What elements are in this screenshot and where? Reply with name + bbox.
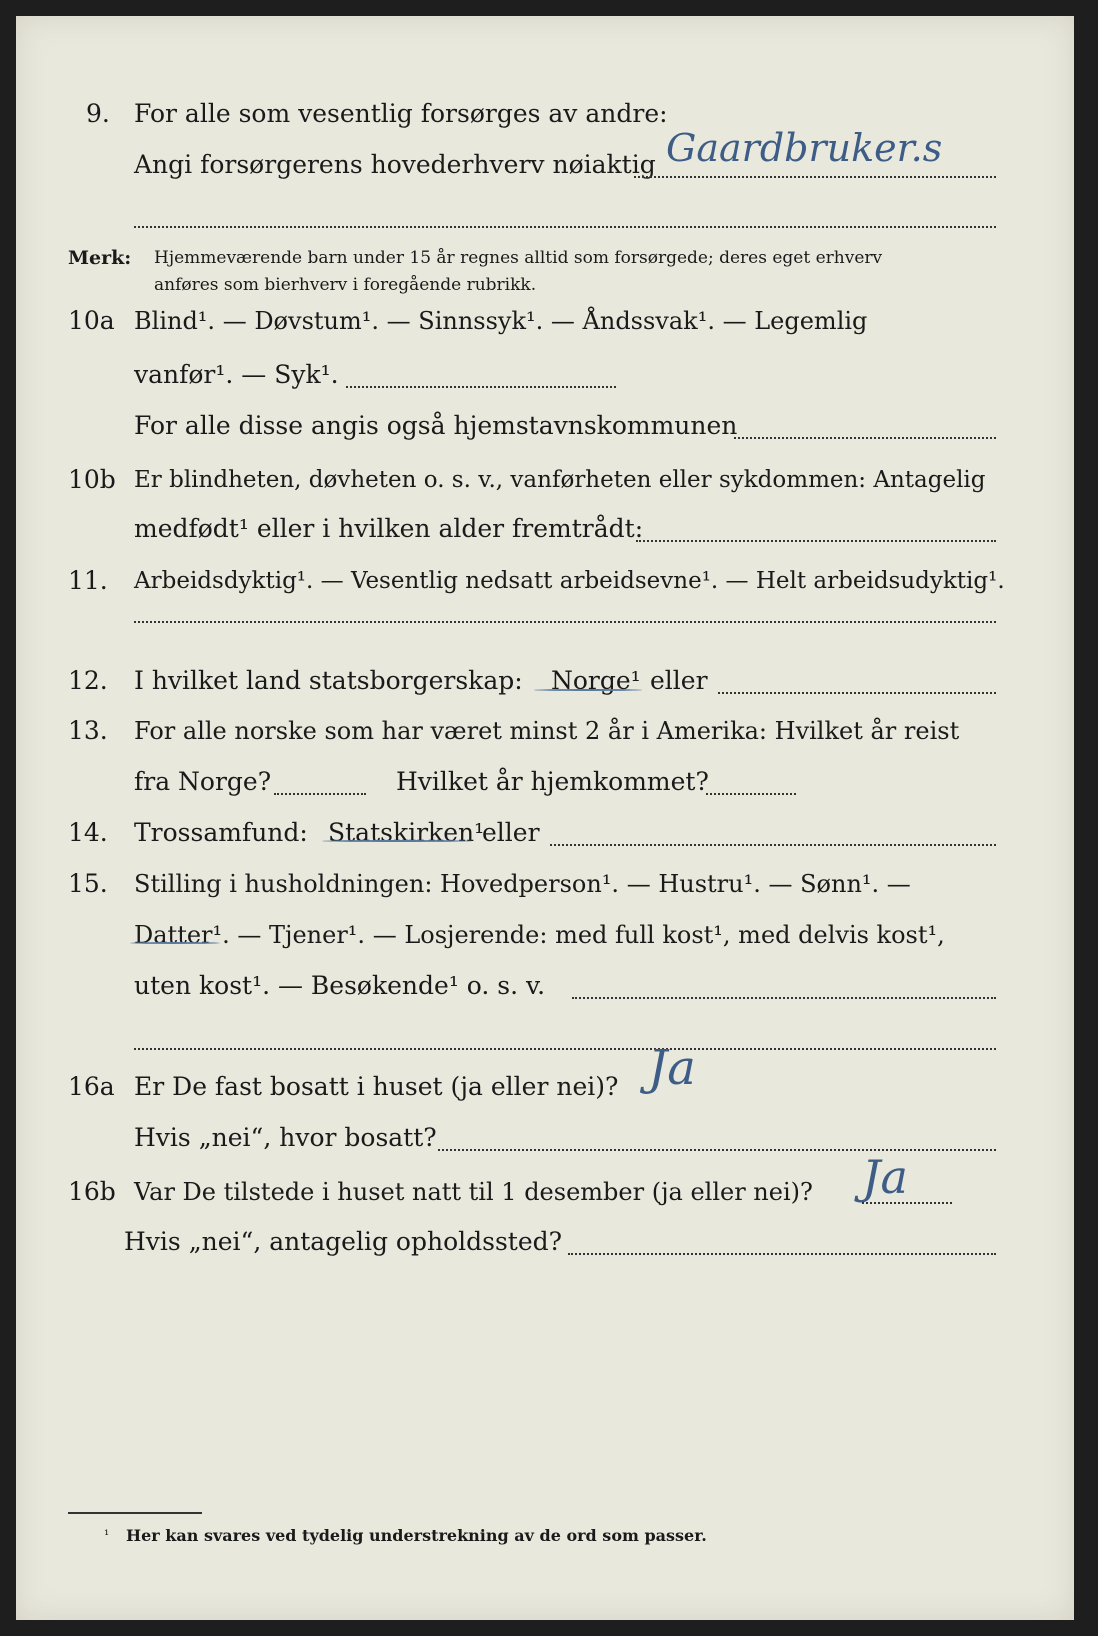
q13-number: 13. [68, 716, 108, 745]
q10b-number: 10b [68, 465, 116, 494]
merk-line1: Hjemmeværende barn under 15 år regnes alltid som forsørgede; deres eget erhverv [154, 248, 883, 268]
q9-answer-line [634, 176, 996, 178]
q15-line3: uten kost¹. — Besøkende¹ o. s. v. [134, 971, 546, 1000]
q15-handwritten-underline [130, 942, 220, 944]
merk-label: Merk: [68, 247, 132, 269]
footnote-rule [68, 1512, 202, 1514]
q9-extra-line [134, 226, 996, 228]
q10a-line3: For alle disse angis også hjemstavnskommunen [134, 411, 738, 440]
q14-handwritten-underline [322, 840, 472, 842]
q16b-handwritten-answer: Ja [862, 1150, 908, 1204]
census-form-page [16, 16, 1074, 1620]
q11-line1: Arbeidsdyktig¹. — Vesentlig nedsatt arbeidsevne¹. — Helt arbeidsudyktig¹. [134, 568, 1005, 594]
q16a-handwritten-answer: Ja [648, 1040, 696, 1096]
q12-answer-line [718, 692, 996, 694]
q12-option-norge: Norge¹ [551, 666, 641, 695]
q16b-opholdssted-line [568, 1253, 996, 1255]
q9-number: 9. [86, 99, 110, 128]
q16a-bosatt-line [438, 1149, 996, 1151]
q11-extra-line [134, 621, 996, 623]
q16a-line2: Hvis „nei“, hvor bosatt? [134, 1123, 437, 1152]
q10a-number: 10a [68, 306, 115, 335]
q10a-kommune-line [734, 437, 996, 439]
q9-line1: For alle som vesentlig forsørges av andre: [134, 99, 668, 128]
q16b-line1: Var De tilstede i huset natt til 1 desember (ja eller nei)? [134, 1178, 813, 1206]
q12-suffix: eller [650, 666, 708, 695]
q12-handwritten-underline [534, 689, 642, 691]
q14-option-statskirken: Statskirken¹ [328, 818, 485, 847]
q16a-number: 16a [68, 1072, 115, 1101]
q16b-number: 16b [68, 1177, 116, 1206]
q13-reist-line [274, 793, 366, 795]
q12-prefix: I hvilket land statsborgerskap: [134, 666, 523, 695]
q10b-line2: medfødt¹ eller i hvilken alder fremtrådt: [134, 514, 644, 543]
q12-number: 12. [68, 666, 108, 695]
q13-line2b: Hvilket år hjemkommet? [396, 767, 709, 796]
q10a-line2: vanfør¹. — Syk¹. [134, 360, 339, 389]
q9-handwritten-answer: Gaardbruker.s [666, 126, 943, 170]
q15-extra-line [134, 1048, 996, 1050]
merk-line2: anføres som bierhverv i foregående rubrikk. [154, 275, 537, 295]
q11-number: 11. [68, 566, 108, 595]
q16b-line2: Hvis „nei“, antagelig opholdssted? [124, 1227, 563, 1256]
q14-prefix: Trossamfund: [134, 818, 308, 847]
q16b-answer-line [862, 1202, 952, 1204]
q10b-line1: Er blindheten, døvheten o. s. v., vanførheten eller sykdommen: Antagelig [134, 467, 986, 493]
q10a-syk-line [346, 386, 616, 388]
q15-line2: Datter¹. — Tjener¹. — Losjerende: med full kost¹, med delvis kost¹, [134, 921, 945, 949]
q13-line1: For alle norske som har været minst 2 år i Amerika: Hvilket år reist [134, 717, 960, 745]
q14-suffix: eller [482, 818, 540, 847]
q15-line1: Stilling i husholdningen: Hovedperson¹. — Hustru¹. — Sønn¹. — [134, 870, 911, 898]
footnote-text: Her kan svares ved tydelig understrekning av de ord som passer. [126, 1526, 707, 1545]
q10a-line1: Blind¹. — Døvstum¹. — Sinnssyk¹. — Åndssvak¹. — Legemlig [134, 307, 868, 335]
q15-number: 15. [68, 869, 108, 898]
q10b-answer-line [636, 540, 996, 542]
q15-answer-line [572, 997, 996, 999]
footnote-mark: ¹ [104, 1528, 110, 1543]
q14-answer-line [550, 844, 996, 846]
q13-line2a: fra Norge? [134, 767, 272, 796]
q9-line2: Angi forsørgerens hovederhverv nøiaktig [134, 150, 656, 179]
q14-number: 14. [68, 818, 108, 847]
q16a-line1: Er De fast bosatt i huset (ja eller nei)? [134, 1072, 619, 1101]
q13-hjemkommet-line [706, 793, 796, 795]
